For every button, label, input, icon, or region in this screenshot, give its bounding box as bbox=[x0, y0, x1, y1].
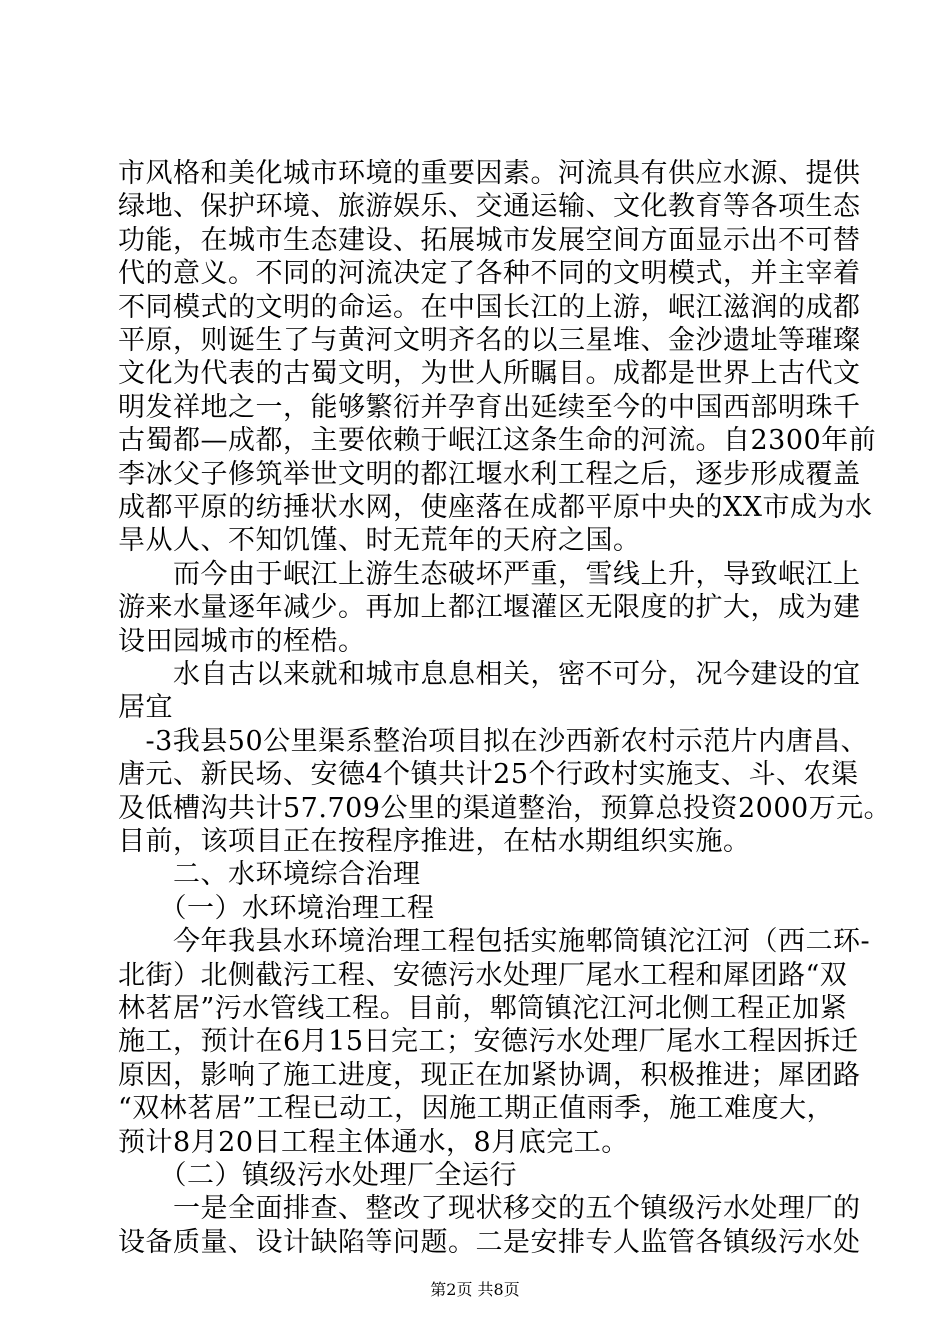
text-line: 居宜 bbox=[118, 692, 173, 723]
text-line: 及低槽沟共计57.709公里的渠道整治，预算总投资2000万元。 bbox=[118, 793, 892, 824]
text-line: 代的意义。不同的河流决定了各种不同的文明模式，并主宰着 bbox=[118, 258, 861, 289]
text-line: 今年我县水环境治理工程包括实施郫筒镇沱江河（西二环- bbox=[118, 926, 871, 957]
text-line: 文化为代表的古蜀文明，为世人所瞩目。成都是世界上古代文 bbox=[118, 358, 861, 389]
text-line: 北街）北侧截污工程、安德污水处理厂尾水工程和犀团路“双 bbox=[118, 960, 848, 991]
text-line: 唐元、新民场、安德4个镇共计25个行政村实施支、斗、农渠 bbox=[118, 759, 859, 790]
text-line: 预计8月20日工程主体通水，8月底完工。 bbox=[118, 1127, 629, 1158]
page-footer: 第2页 共8页 bbox=[430, 1280, 520, 1299]
text-line: 一是全面排查、整改了现状移交的五个镇级污水处理厂的 bbox=[118, 1193, 861, 1224]
text-line: 林茗居”污水管线工程。目前，郫筒镇沱江河北侧工程正加紧 bbox=[118, 993, 848, 1024]
subsection-heading: （二）镇级污水处理厂全运行 bbox=[118, 1160, 517, 1191]
text-line: 不同模式的文明的命运。在中国长江的上游，岷江滋润的成都 bbox=[118, 292, 861, 323]
text-line: -3我县50公里渠系整治项目拟在沙西新农村示范片内唐昌、 bbox=[118, 726, 869, 757]
text-line: 绿地、保护环境、旅游娱乐、交通运输、文化教育等各项生态 bbox=[118, 191, 861, 222]
text-line: 平原，则诞生了与黄河文明齐名的以三星堆、金沙遗址等璀璨 bbox=[118, 325, 861, 356]
text-line: 水自古以来就和城市息息相关，密不可分，况今建设的宜 bbox=[118, 659, 861, 690]
text-line: 设备质量、设计缺陷等问题。二是安排专人监管各镇级污水处 bbox=[118, 1227, 861, 1258]
text-line: 市风格和美化城市环境的重要因素。河流具有供应水源、提供 bbox=[118, 158, 861, 189]
text-line: 古蜀都—成都，主要依赖于岷江这条生命的河流。自2300年前 bbox=[118, 425, 877, 456]
text-line: 施工，预计在6月15日完工；安德污水处理厂尾水工程因拆迁 bbox=[118, 1026, 859, 1057]
text-line: 原因，影响了施工进度，现正在加紧协调，积极推进；犀团路 bbox=[118, 1060, 861, 1091]
text-line: 明发祥地之一，能够繁衍并孕育出延续至今的中国西部明珠千 bbox=[118, 392, 861, 423]
text-line: 设田园城市的桎梏。 bbox=[118, 626, 366, 657]
text-line: “双林茗居”工程已动工，因施工期正值雨季，施工难度大， bbox=[118, 1093, 835, 1124]
section-heading: 二、水环境综合治理 bbox=[118, 859, 421, 890]
text-line: 游来水量逐年减少。再加上都江堰灌区无限度的扩大，成为建 bbox=[118, 592, 861, 623]
text-line: 旱从人、不知饥馑、时无荒年的天府之国。 bbox=[118, 525, 641, 556]
text-line: 功能，在城市生态建设、拓展城市发展空间方面显示出不可替 bbox=[118, 225, 861, 256]
text-line: 成都平原的纺捶状水网，使座落在成都平原中央的XX市成为水 bbox=[118, 492, 873, 523]
text-line: 目前，该项目正在按程序推进，在枯水期组织实施。 bbox=[118, 826, 751, 857]
text-line: 而今由于岷江上游生态破坏严重，雪线上升，导致岷江上 bbox=[118, 559, 861, 590]
subsection-heading: （一）水环境治理工程 bbox=[118, 893, 435, 924]
text-line: 李冰父子修筑举世文明的都江堰水利工程之后，逐步形成覆盖 bbox=[118, 459, 861, 490]
